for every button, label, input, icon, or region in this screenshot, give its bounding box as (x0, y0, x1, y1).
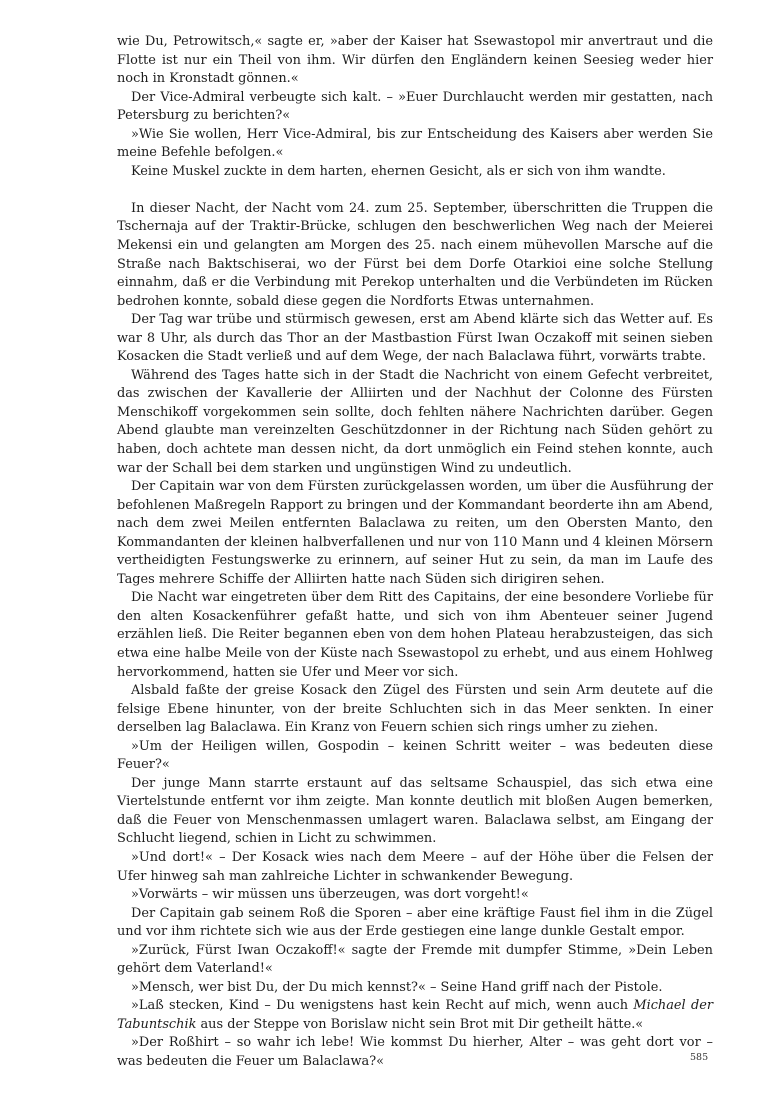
paragraph-text: aus der Steppe von Borislaw nicht sein Brot mit Dir getheilt hätte.« (196, 1016, 644, 1032)
paragraph: »Der Roßhirt – so wahr ich lebe! Wie kommst Du hierher, Alter – was geht dort vor – was bedeuten die Feuer um Balaclawa?« (117, 1035, 713, 1070)
paragraph: Der Capitain gab seinem Roß die Sporen – aber eine kräftige Faust fiel ihm in die Zügel und vor ihm richtete sich wie aus der Erde gestiegen eine lange dunkle Gestalt empor. (117, 905, 713, 940)
paragraph: Der Tag war trübe und stürmisch gewesen, erst am Abend klärte sich das Wetter auf. Es war 8 Uhr, als durch das Thor an der Mastbastion Fürst Iwan Oczakoff mit seinen sieben Kosacken die Stadt verließ und auf dem Wege, der nach Balaclawa führt, vorwärts trabte. (117, 312, 713, 365)
paragraph-text: »Laß stecken, Kind – Du wenigstens hast kein Recht auf mich, wenn auch (131, 998, 634, 1014)
paragraph: »Und dort!« – Der Kosack wies nach dem Meere – auf der Höhe über die Felsen der Ufer hinweg sah man zahlreiche Lichter in schwankender Bewegung. (117, 850, 713, 884)
paragraph: Der Capitain war von dem Fürsten zurückgelassen worden, um über die Ausführung der befohlenen Maßregeln Rapport zu bringen und der Kommandant beorderte ihn am Abend, nach dem zwei Meilen entfernten Balaclawa zu reiten, um den Obersten Manto, den Kommandanten der kleinen halbverfallenen und nur von 110 Mann und 4 kleinen Mörsern vertheidigten Festungswerke zu erinnern, auf seiner Hut zu sein, da man im Laufe des Tages mehrere Schiffe der Alliirten hatte nach Süden sich dirigiren sehen. (117, 479, 713, 587)
paragraph: Der junge Mann starrte erstaunt auf das seltsame Schauspiel, das sich etwa eine Viertelstunde entfernt vor ihm zeigte. Man konnte deutlich mit bloßen Augen bemerken, daß die Feuer von Menschenmassen umlagert waren. Balaclawa selbst, am Eingang der Schlucht liegend, schien in Licht zu schwimmen. (117, 775, 713, 847)
paragraph: Alsbald faßte der greise Kosack den Zügel des Fürsten und sein Arm deutete auf die felsige Ebene hinunter, von der breite Schluchten sich in das Meer senkten. In einer derselben lag Balaclawa. Ein Kranz von Feuern schien sich rings umher zu ziehen. (117, 683, 713, 736)
italic-name: Michael der Tabuntschik (117, 998, 713, 1032)
paragraph: Die Nacht war eingetreten über dem Ritt des Capitains, der eine besondere Vorliebe für den alten Kosackenführer gefaßt hatte, und sich von ihm Abenteuer seiner Jugend erzählen ließ. Die Reiter begannen eben von dem hohen Plateau herabzusteigen, das sich etwa eine halbe Meile von der Küste nach Ssewastopol zu erhebt, und aus einem Hohlweg hervorkommend, hatten sie Ufer und Meer vor sich. (117, 590, 713, 680)
paragraph: Der Vice-Admiral verbeugte sich kalt. – »Euer Durchlaucht werden mir gestatten, nach Petersburg zu berichten?« (117, 89, 713, 124)
page-number: 585 (690, 1052, 709, 1063)
paragraph (117, 997, 713, 1034)
paragraph: »Mensch, wer bist Du, der Du mich kennst?« – Seine Hand griff nach der Pistole. (131, 979, 663, 995)
paragraph: »Um der Heiligen willen, Gospodin – keinen Schritt weiter – was bedeuten diese Feuer?« (117, 738, 713, 773)
paragraph: »Wie Sie wollen, Herr Vice-Admiral, bis zur Entscheidung des Kaisers aber werden Sie meine Befehle befolgen.« (117, 126, 713, 161)
page-text-column (117, 33, 713, 1072)
paragraph: »Vorwärts – wir müssen uns überzeugen, was dort vorgeht!« (131, 887, 529, 903)
paragraph: Keine Muskel zuckte in dem harten, ehernen Gesicht, als er sich von ihm wandte. (131, 163, 666, 179)
paragraph: Während des Tages hatte sich in der Stadt die Nachricht von einem Gefecht verbreitet, das zwischen der Kavallerie der Alliirten und der Nachhut der Colonne des Fürsten Menschikoff vorgekommen sein sollte, doch fehlten nähere Nachrichten darüber. Gegen Abend glaubte man vereinzelten Geschützdonner in der Richtung nach Süden gehört zu haben, doch achtete man dessen nicht, da dort unmöglich ein Feind stehen konnte, auch war der Schall bei dem starken und ungünstigen Wind zu undeutlich. (117, 367, 713, 476)
paragraph: »Zurück, Fürst Iwan Oczakoff!« sagte der Fremde mit dumpfer Stimme, »Dein Leben gehört dem Vaterland!« (117, 942, 713, 977)
paragraph: In dieser Nacht, der Nacht vom 24. zum 25. September, überschritten die Truppen die Tschernaja auf der Traktir-Brücke, schlugen den beschwerlichen Weg nach der Meierei Mekensi ein und gelangten am Morgen des 25. nach einem mühevollen Marsche auf die Straße nach Baktschiserai, wo der Fürst bei dem Dorfe Otarkioi eine solche Stellung einnahm, daß er die Verbindung mit Perekop unterhalten und die Verbündeten im Rücken bedrohen konnte, sobald diese gegen die Nordforts Etwas unternahmen. (117, 200, 713, 309)
paragraph: wie Du, Petrowitsch,« sagte er, »aber der Kaiser hat Ssewastopol mir anvertraut und die Flotte ist nur ein Theil von ihm. Wir dürfen den Engländern keinen Seesieg weder hier noch in Kronstadt gönnen.« (117, 34, 713, 87)
